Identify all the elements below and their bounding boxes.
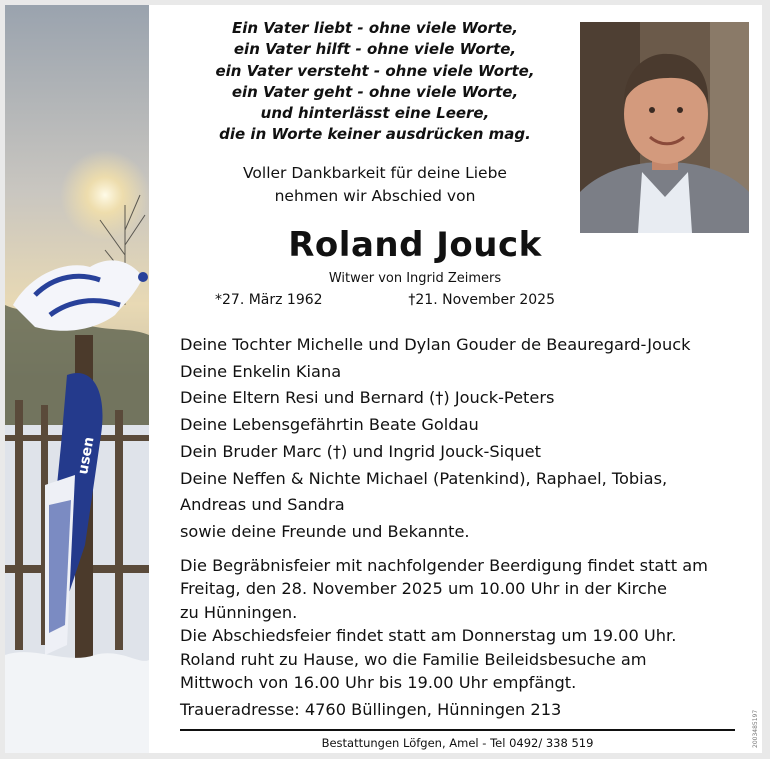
family-list (180, 332, 750, 546)
family-line: Deine Eltern Resi und Bernard (†) Jouck-Peters (180, 388, 555, 408)
life-dates (215, 292, 555, 308)
deceased-name: Roland Jouck (288, 225, 542, 265)
memorial-photo-winter-scene (5, 5, 149, 753)
poem-line: ein Vater geht - ohne viele Worte, (231, 82, 519, 101)
family-line: Deine Enkelin Kiana (180, 361, 342, 381)
poem-line: und hinterlässt eine Leere, (260, 104, 490, 123)
death-date: †21. November 2025 (408, 292, 555, 308)
svg-text:usen: usen (75, 435, 98, 476)
notice-line: Roland ruht zu Hause, wo die Familie Beileidsbesuche am (180, 649, 647, 669)
family-line: sowie deine Freunde und Bekannte. (180, 521, 470, 541)
family-line: Andreas und Sandra (180, 495, 345, 515)
divider (180, 729, 735, 731)
intro-line: Voller Dankbarkeit für deine Liebe (243, 164, 507, 182)
portrait-photo (580, 22, 749, 233)
notice-line: zu Hünningen. (180, 602, 298, 622)
poem (160, 18, 590, 146)
notice-line: Die Abschiedsfeier findet statt am Donnerstag um 19.00 Uhr. (180, 626, 677, 646)
family-line: Deine Tochter Michelle und Dylan Gouder de Beauregard-Jouck (180, 335, 691, 354)
family-line: Deine Lebensgefährtin Beate Goldau (180, 415, 479, 435)
widower-line: Witwer von Ingrid Zeimers (328, 271, 502, 286)
mourning-address: Traueradresse: 4760 Büllingen, Hünningen 213 (180, 700, 562, 719)
family-line: Dein Bruder Marc (†) und Ingrid Jouck-Siquet (180, 441, 541, 461)
poem-line: ein Vater versteht - ohne viele Worte, (215, 61, 535, 80)
ad-code (751, 690, 763, 750)
notice-line: Mittwoch von 16.00 Uhr bis 19.00 Uhr empfängt. (180, 673, 577, 693)
notice-line: Die Begräbnisfeier mit nachfolgender Beerdigung findet statt am (180, 556, 708, 575)
ad-code-text: 2003485197 (752, 709, 759, 748)
funeral-home-footer: Bestattungen Löfgen, Amel - Tel 0492/ 338 519 (321, 736, 594, 750)
notice-line: Freitag, den 28. November 2025 um 10.00 Uhr in der Kirche (180, 579, 667, 599)
birth-date: *27. März 1962 (215, 292, 323, 308)
poem-line: Ein Vater liebt - ohne viele Worte, (231, 19, 518, 37)
family-line: Deine Neffen & Nichte Michael (Patenkind), Raphael, Tobias, (180, 468, 668, 488)
intro-text (160, 162, 590, 208)
funeral-notice (180, 554, 755, 694)
poem-line: ein Vater hilft - ohne viele Worte, (233, 40, 517, 59)
poem-line: die in Worte keiner ausdrücken mag. (219, 125, 531, 144)
intro-line: nehmen wir Abschied von (274, 187, 476, 205)
